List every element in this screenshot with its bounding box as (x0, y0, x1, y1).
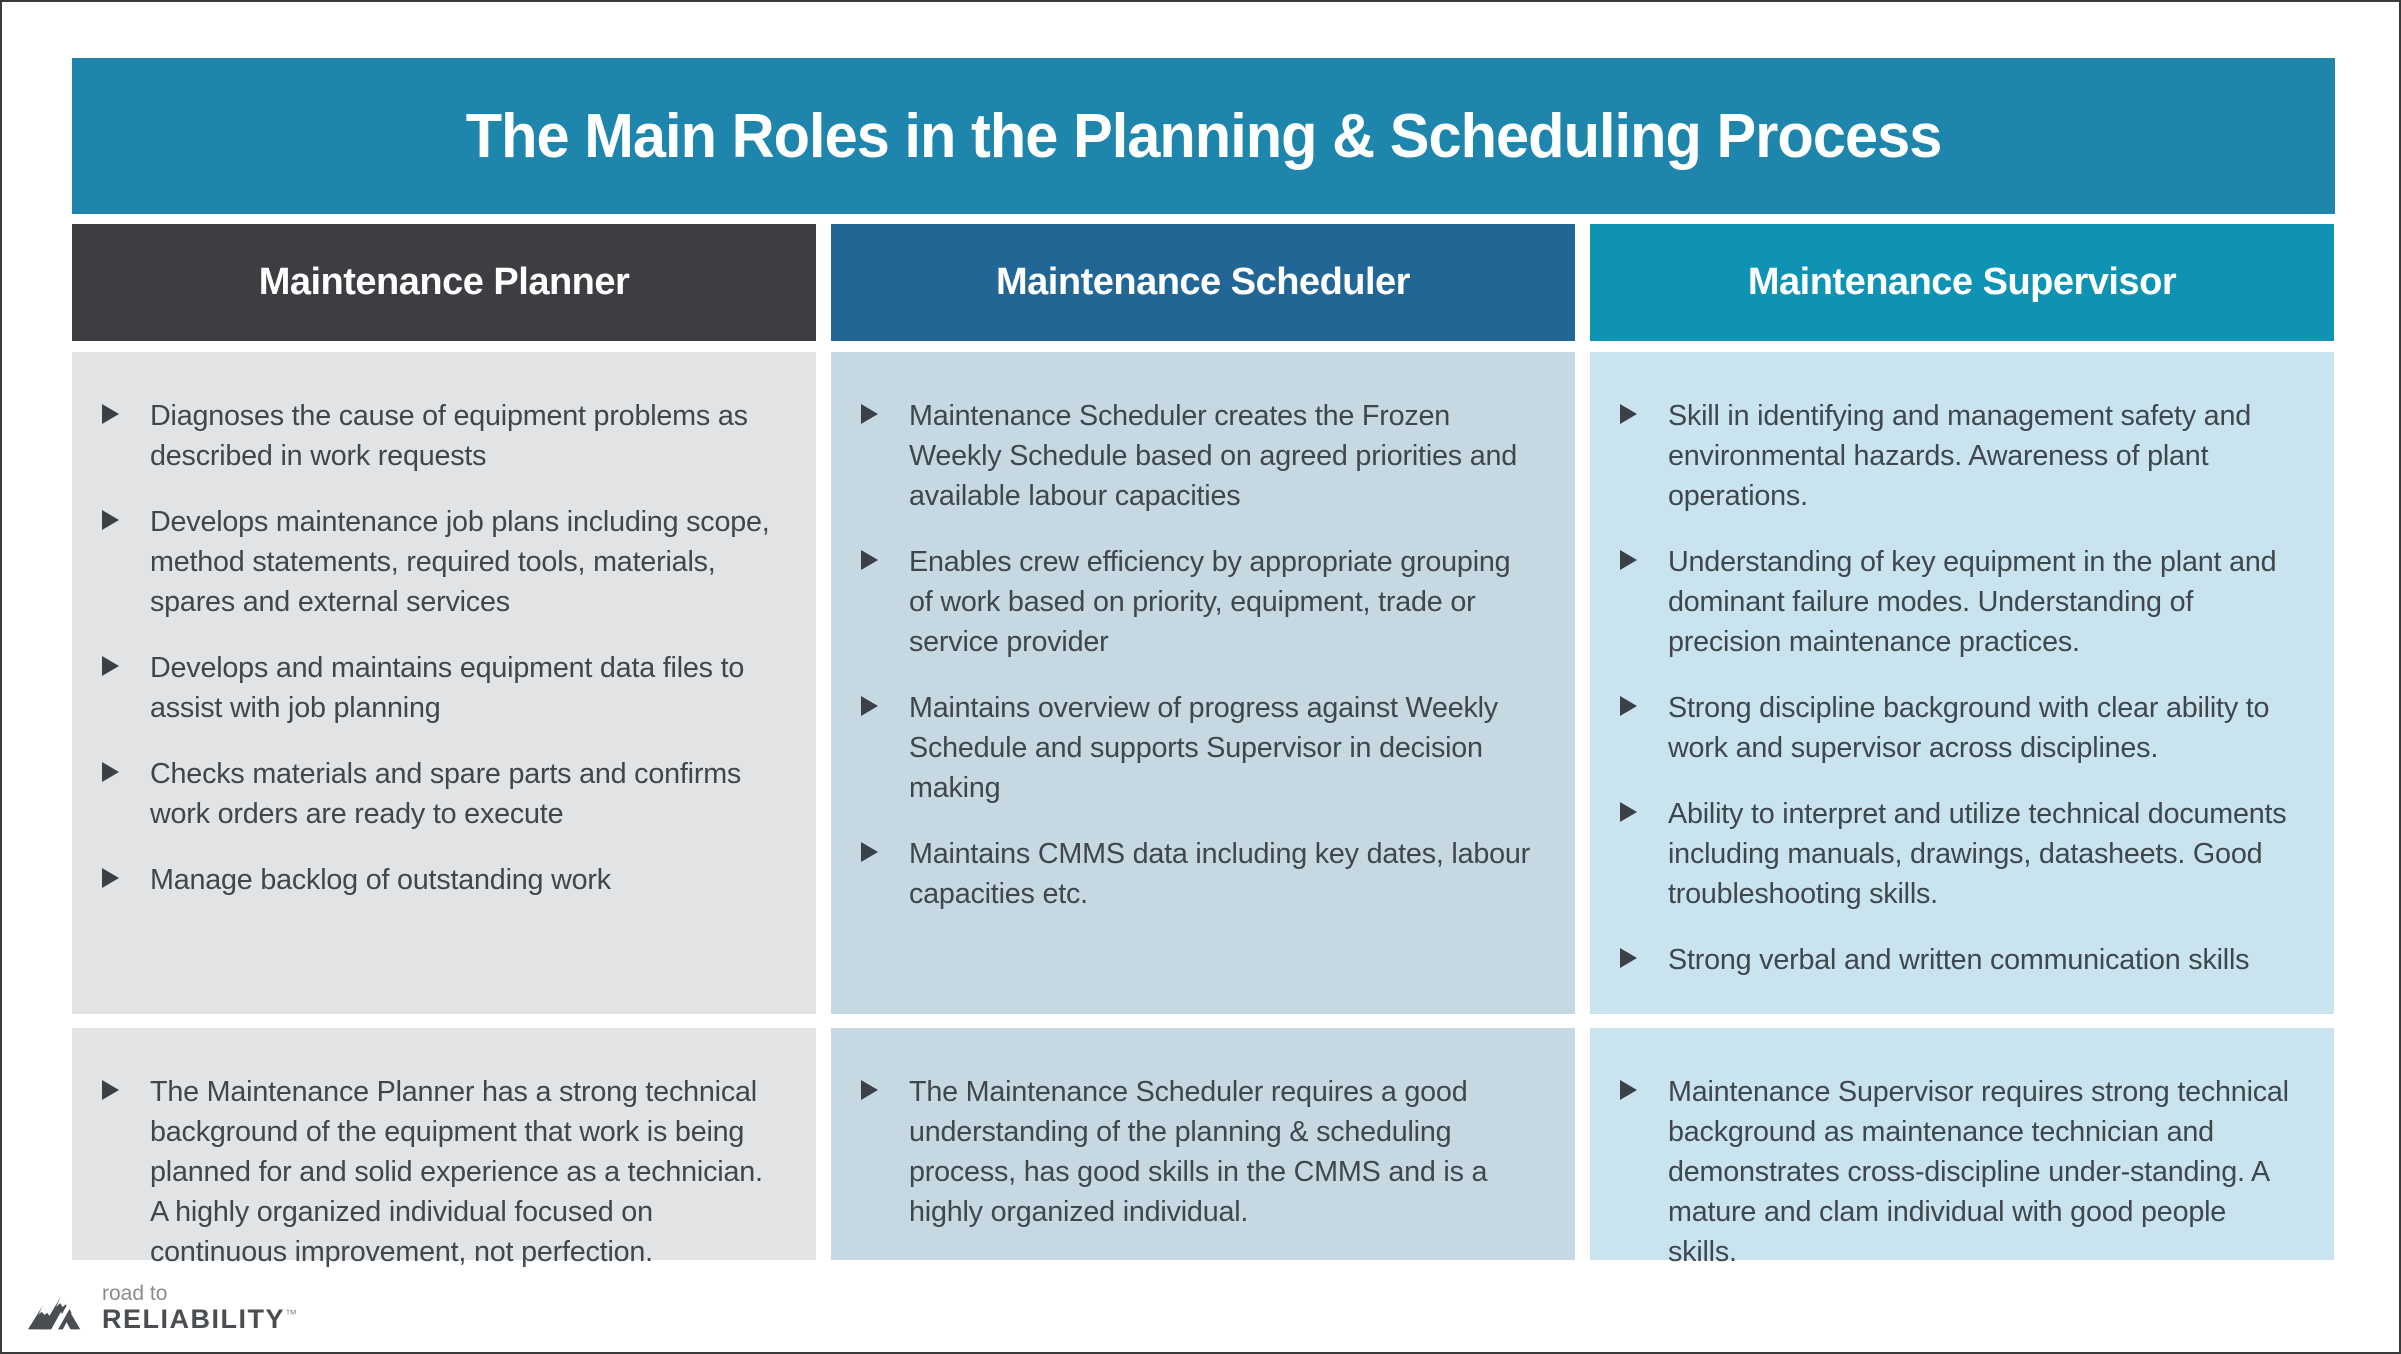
bullet-item (94, 754, 782, 834)
mountain-logo-icon (26, 1282, 88, 1334)
title-bar (72, 58, 2335, 214)
bullet-text: Enables crew efficiency by appropriate grouping of work based on priority, equipment, trade or service provider (909, 546, 1511, 659)
bullet-text: Maintains overview of progress against Weekly Schedule and supports Supervisor in decision making (909, 692, 1498, 805)
bullet-text: Develops maintenance job plans including scope, method statements, required tools, materials, spares and external services (150, 506, 770, 619)
column-header-planner: Maintenance Planner (72, 224, 816, 341)
bullet-text: Skill in identifying and management safety and environmental hazards. Awareness of plant operations. (1668, 400, 2252, 513)
bullet-text: Diagnoses the cause of equipment problems as described in work requests (150, 400, 748, 473)
bullet-text: Manage backlog of outstanding work (150, 864, 611, 897)
bullet-item (1612, 542, 2300, 662)
logo-text (102, 1283, 299, 1333)
column-body-supervisor (1590, 352, 2334, 1014)
bullet-item (1612, 688, 2300, 768)
bullet-triangle-icon (102, 1080, 150, 1100)
bullet-triangle-icon (861, 550, 909, 570)
logo-road-to: road to (102, 1281, 168, 1305)
column-header-scheduler: Maintenance Scheduler (831, 224, 1575, 341)
bullet-triangle-icon (861, 842, 909, 862)
bullet-triangle-icon (1620, 1080, 1668, 1100)
bullet-text: Maintains CMMS data including key dates, labour capacities etc. (909, 838, 1531, 911)
column-summary-scheduler (831, 1028, 1575, 1260)
column-body-planner (72, 352, 816, 1014)
column-maintenance-planner (72, 224, 816, 1269)
bullet-text: Develops and maintains equipment data files to assist with job planning (150, 652, 745, 725)
bullet-triangle-icon (102, 510, 150, 530)
column-summary-planner (72, 1028, 816, 1269)
bullet-text: Understanding of key equipment in the plant and dominant failure modes. Understanding of precision maintenance practices. (1668, 546, 2277, 659)
bullet-item (1612, 1072, 2304, 1272)
bullet-triangle-icon (1620, 948, 1668, 968)
bullet-item (94, 502, 782, 622)
content-area (2, 2, 2399, 1269)
bullet-triangle-icon (102, 404, 150, 424)
bullet-text: Maintenance Scheduler creates the Frozen Weekly Schedule based on agreed priorities and available labour capacities (909, 400, 1518, 513)
column-maintenance-scheduler (831, 224, 1575, 1260)
column-maintenance-supervisor (1590, 224, 2334, 1269)
bullet-item (1612, 794, 2300, 914)
bullet-text: Ability to interpret and utilize technical documents including manuals, drawings, datasheets. Good troubleshooting skills. (1668, 798, 2287, 911)
bullet-triangle-icon (1620, 404, 1668, 424)
bullet-item (1612, 940, 2300, 980)
bullet-triangle-icon (861, 404, 909, 424)
bullet-text: The Maintenance Planner has a strong technical background of the equipment that work is being planned for and solid experience as a technician. A highly organized individual focused on continuous improvement, not perfection. (150, 1076, 763, 1269)
bullet-text: Checks materials and spare parts and confirms work orders are ready to execute (150, 758, 742, 831)
bullet-item (94, 396, 782, 476)
bullet-triangle-icon (1620, 550, 1668, 570)
bullet-triangle-icon (861, 696, 909, 716)
road-to-reliability-logo (26, 1282, 299, 1334)
page-title: The Main Roles in the Planning & Scheduling Process (465, 101, 1942, 171)
bullet-text: The Maintenance Scheduler requires a good understanding of the planning & scheduling process, has good skills in the CMMS and is a highly organized individual. (909, 1076, 1488, 1229)
logo-tm-mark: ™ (285, 1306, 299, 1321)
bullet-item (94, 648, 782, 728)
bullet-item (1612, 396, 2300, 516)
bullet-item (853, 1072, 1545, 1232)
bullet-item (853, 542, 1541, 662)
bullet-triangle-icon (1620, 696, 1668, 716)
bullet-text: Strong discipline background with clear ability to work and supervisor across disciplines. (1668, 692, 2270, 765)
bullet-item (94, 860, 782, 900)
bullet-triangle-icon (102, 762, 150, 782)
columns-grid (72, 224, 2335, 1269)
bullet-triangle-icon (102, 656, 150, 676)
bullet-item (853, 396, 1541, 516)
bullet-text: Strong verbal and written communication skills (1668, 944, 2250, 977)
bullet-triangle-icon (102, 868, 150, 888)
bullet-text: Maintenance Supervisor requires strong technical background as maintenance technician and demonstrates cross-discipline under-standing. A mature and clam individual with good people skills. (1668, 1076, 2289, 1269)
bullet-triangle-icon (1620, 802, 1668, 822)
column-header-supervisor: Maintenance Supervisor (1590, 224, 2334, 341)
logo-reliability: RELIABILITY™ (102, 1303, 299, 1334)
bullet-item (94, 1072, 786, 1272)
bullet-item (853, 834, 1541, 914)
column-body-scheduler (831, 352, 1575, 1014)
bullet-triangle-icon (861, 1080, 909, 1100)
column-summary-supervisor (1590, 1028, 2334, 1269)
bullet-item (853, 688, 1541, 808)
